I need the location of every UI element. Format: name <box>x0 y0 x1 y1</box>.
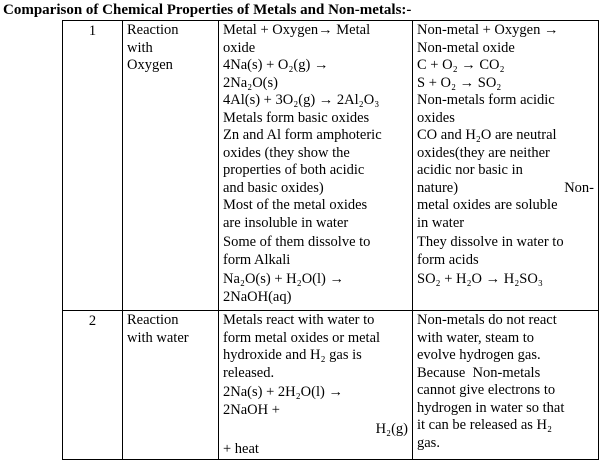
metals-line: 4Na(s) + O₂(g) → <box>223 57 329 73</box>
nonmetals-line: cannot give electrons to <box>417 382 556 398</box>
property-cell <box>123 311 219 460</box>
property-line: Reaction <box>127 312 179 328</box>
nonmetals-line: Because Non-metals <box>417 364 541 381</box>
metals-line: Metal + Oxygen→ Metal <box>223 22 371 38</box>
metals-line: 2NaOH(aq) <box>223 288 292 305</box>
metals-line: + heat <box>223 440 259 457</box>
metals-line: 2Na₂O(s) <box>223 74 278 91</box>
nonmetals-cell <box>413 311 599 460</box>
nonmetals-text: nature) <box>417 179 459 196</box>
metals-line: Metals form basic oxides <box>223 109 370 126</box>
row-number: 1 <box>63 21 123 311</box>
metals-line: form Alkali <box>223 251 291 268</box>
nonmetals-line: it can be released as H₂ <box>417 417 553 433</box>
nonmetals-line: Non-metal oxide <box>417 39 515 56</box>
nonmetals-cell <box>413 21 599 311</box>
metals-line: hydroxide and H₂ gas is <box>223 347 362 363</box>
metals-line: Na₂O(s) + H₂O(l) → <box>223 271 344 287</box>
nonmetals-text: Non- <box>564 179 594 196</box>
metals-cell <box>219 311 413 460</box>
metals-line: Metals react with water to <box>223 312 375 328</box>
nonmetals-line: acidic nor basic in <box>417 162 523 178</box>
table-row <box>63 21 599 311</box>
nonmetals-line: S + O₂ → SO₂ <box>417 74 502 91</box>
property-line: Reaction <box>127 22 179 38</box>
property-line: with water <box>127 329 189 346</box>
metals-line: 4Al(s) + 3O₂(g) → 2Al₂O₃ <box>223 92 380 108</box>
property-line: with <box>127 39 153 56</box>
metals-cell <box>219 21 413 311</box>
metals-line: Most of the metal oxides <box>223 197 368 213</box>
metals-line: Some of them dissolve to <box>223 234 371 250</box>
metals-line: H₂(g) <box>375 421 408 437</box>
property-line: Oxygen <box>127 57 173 73</box>
nonmetals-line: form acids <box>417 251 479 268</box>
metals-line: released. <box>223 364 275 381</box>
nonmetals-line: hydrogen in water so that <box>417 399 565 416</box>
nonmetals-line: Non-metal + Oxygen → <box>417 22 559 38</box>
nonmetals-line: in water <box>417 214 465 231</box>
nonmetals-line: Non-metals form acidic <box>417 92 555 108</box>
property-cell <box>123 21 219 311</box>
nonmetals-line: CO and H₂O are neutral <box>417 127 557 143</box>
metals-line: and basic oxides) <box>223 179 324 196</box>
nonmetals-line: gas. <box>417 434 440 451</box>
nonmetals-line: oxides <box>417 109 455 126</box>
nonmetals-line: C + O₂ → CO₂ <box>417 57 505 73</box>
nonmetals-line: Non-metals do not react <box>417 312 557 328</box>
nonmetals-line: They dissolve in water to <box>417 234 564 250</box>
nonmetals-line: metal oxides are soluble <box>417 197 558 213</box>
metals-line: oxide <box>223 39 256 56</box>
nonmetals-line <box>417 180 594 198</box>
metals-line: form metal oxides or metal <box>223 329 381 346</box>
nonmetals-line: SO₂ + H₂O → H₂SO₃ <box>417 271 543 287</box>
metals-line: Zn and Al form amphoteric <box>223 127 382 143</box>
comparison-table <box>62 20 599 460</box>
table-row <box>63 311 599 460</box>
metals-line: properties of both acidic <box>223 162 365 178</box>
metals-line: 2Na(s) + 2H₂O(l) → <box>223 384 343 400</box>
metals-line: are insoluble in water <box>223 214 349 231</box>
page-title: Comparison of Chemical Properties of Metals and Non-metals:- <box>3 2 412 18</box>
metals-line: oxides (they show the <box>223 144 350 161</box>
nonmetals-line: evolve hydrogen gas. <box>417 347 541 363</box>
nonmetals-line: with water, steam to <box>417 329 534 346</box>
row-number: 2 <box>63 311 123 460</box>
metals-line: 2NaOH + <box>223 401 280 418</box>
nonmetals-line: oxides(they are neither <box>417 144 550 161</box>
